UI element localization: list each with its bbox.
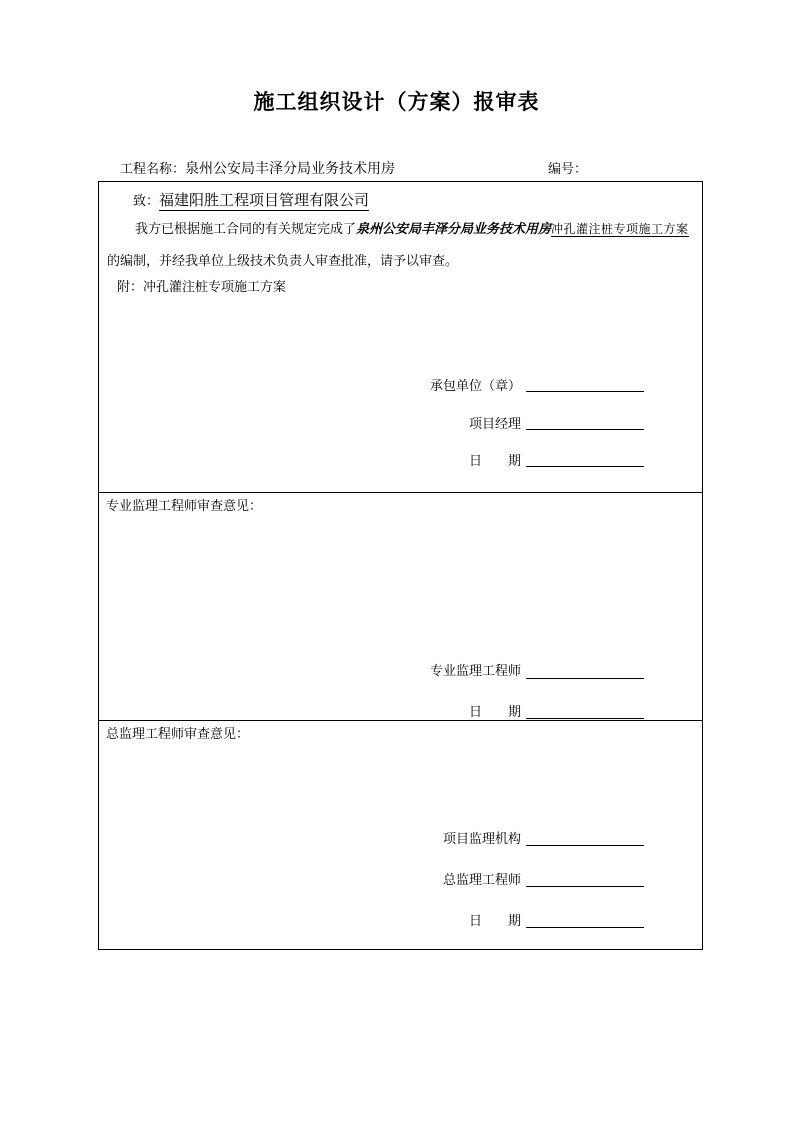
submission-date-label: 日 期: [468, 454, 521, 469]
addressee-company: 福建阳胜工程项目管理有限公司: [159, 191, 370, 209]
specialist-engineer-label: 专业监理工程师: [429, 664, 521, 679]
addressee-line: [133, 189, 369, 210]
contractor-signature-line[interactable]: [526, 391, 644, 392]
statement-plan-name: 冲孔灌注桩专项施工方案: [551, 222, 689, 236]
chief-review-section: [99, 721, 702, 949]
project-manager-signature-line[interactable]: [526, 429, 644, 430]
page-title: 施工组织设计（方案）报审表: [253, 89, 540, 114]
chief-engineer-signature-line[interactable]: [526, 886, 644, 887]
attachment-line: 附：冲孔灌注桩专项施工方案: [117, 280, 287, 295]
supervision-agency-label: 项目监理机构: [442, 832, 521, 847]
project-name-value: 泉州公安局丰泽分局业务技术用房: [185, 161, 396, 177]
specialist-review-section: [99, 493, 702, 721]
statement-text-1: 我方已根据施工合同的有关规定完成了: [135, 222, 357, 237]
supervision-agency-signature-line[interactable]: [526, 845, 644, 846]
chief-engineer-label: 总监理工程师: [442, 873, 521, 888]
specialist-review-heading: 专业监理工程师审查意见：: [106, 499, 263, 514]
project-manager-label: 项目经理: [468, 417, 521, 432]
submission-statement: [107, 213, 697, 278]
chief-date-label: 日 期: [468, 914, 521, 929]
chief-review-heading: 总监理工程师审查意见：: [106, 727, 250, 742]
number-field: [548, 158, 587, 177]
submission-section: [99, 182, 702, 493]
contractor-label: 承包单位（章）: [429, 379, 521, 394]
review-form: [98, 181, 703, 950]
addressee-label: 致：: [133, 194, 160, 209]
project-name-label: 工程名称：: [120, 162, 186, 177]
statement-project-name: 泉州公安局丰泽分局业务技术用房: [356, 222, 552, 237]
project-name-row: [120, 158, 395, 178]
specialist-engineer-signature-line[interactable]: [526, 678, 644, 679]
statement-text-2: 的编制，并经我单位上级技术负责人审查批准，请予以审查。: [107, 254, 459, 269]
specialist-date-label: 日 期: [468, 705, 521, 720]
chief-date-line[interactable]: [526, 927, 644, 928]
submission-date-line[interactable]: [526, 466, 644, 467]
specialist-date-line[interactable]: [526, 718, 644, 719]
number-label: 编号：: [548, 162, 588, 177]
